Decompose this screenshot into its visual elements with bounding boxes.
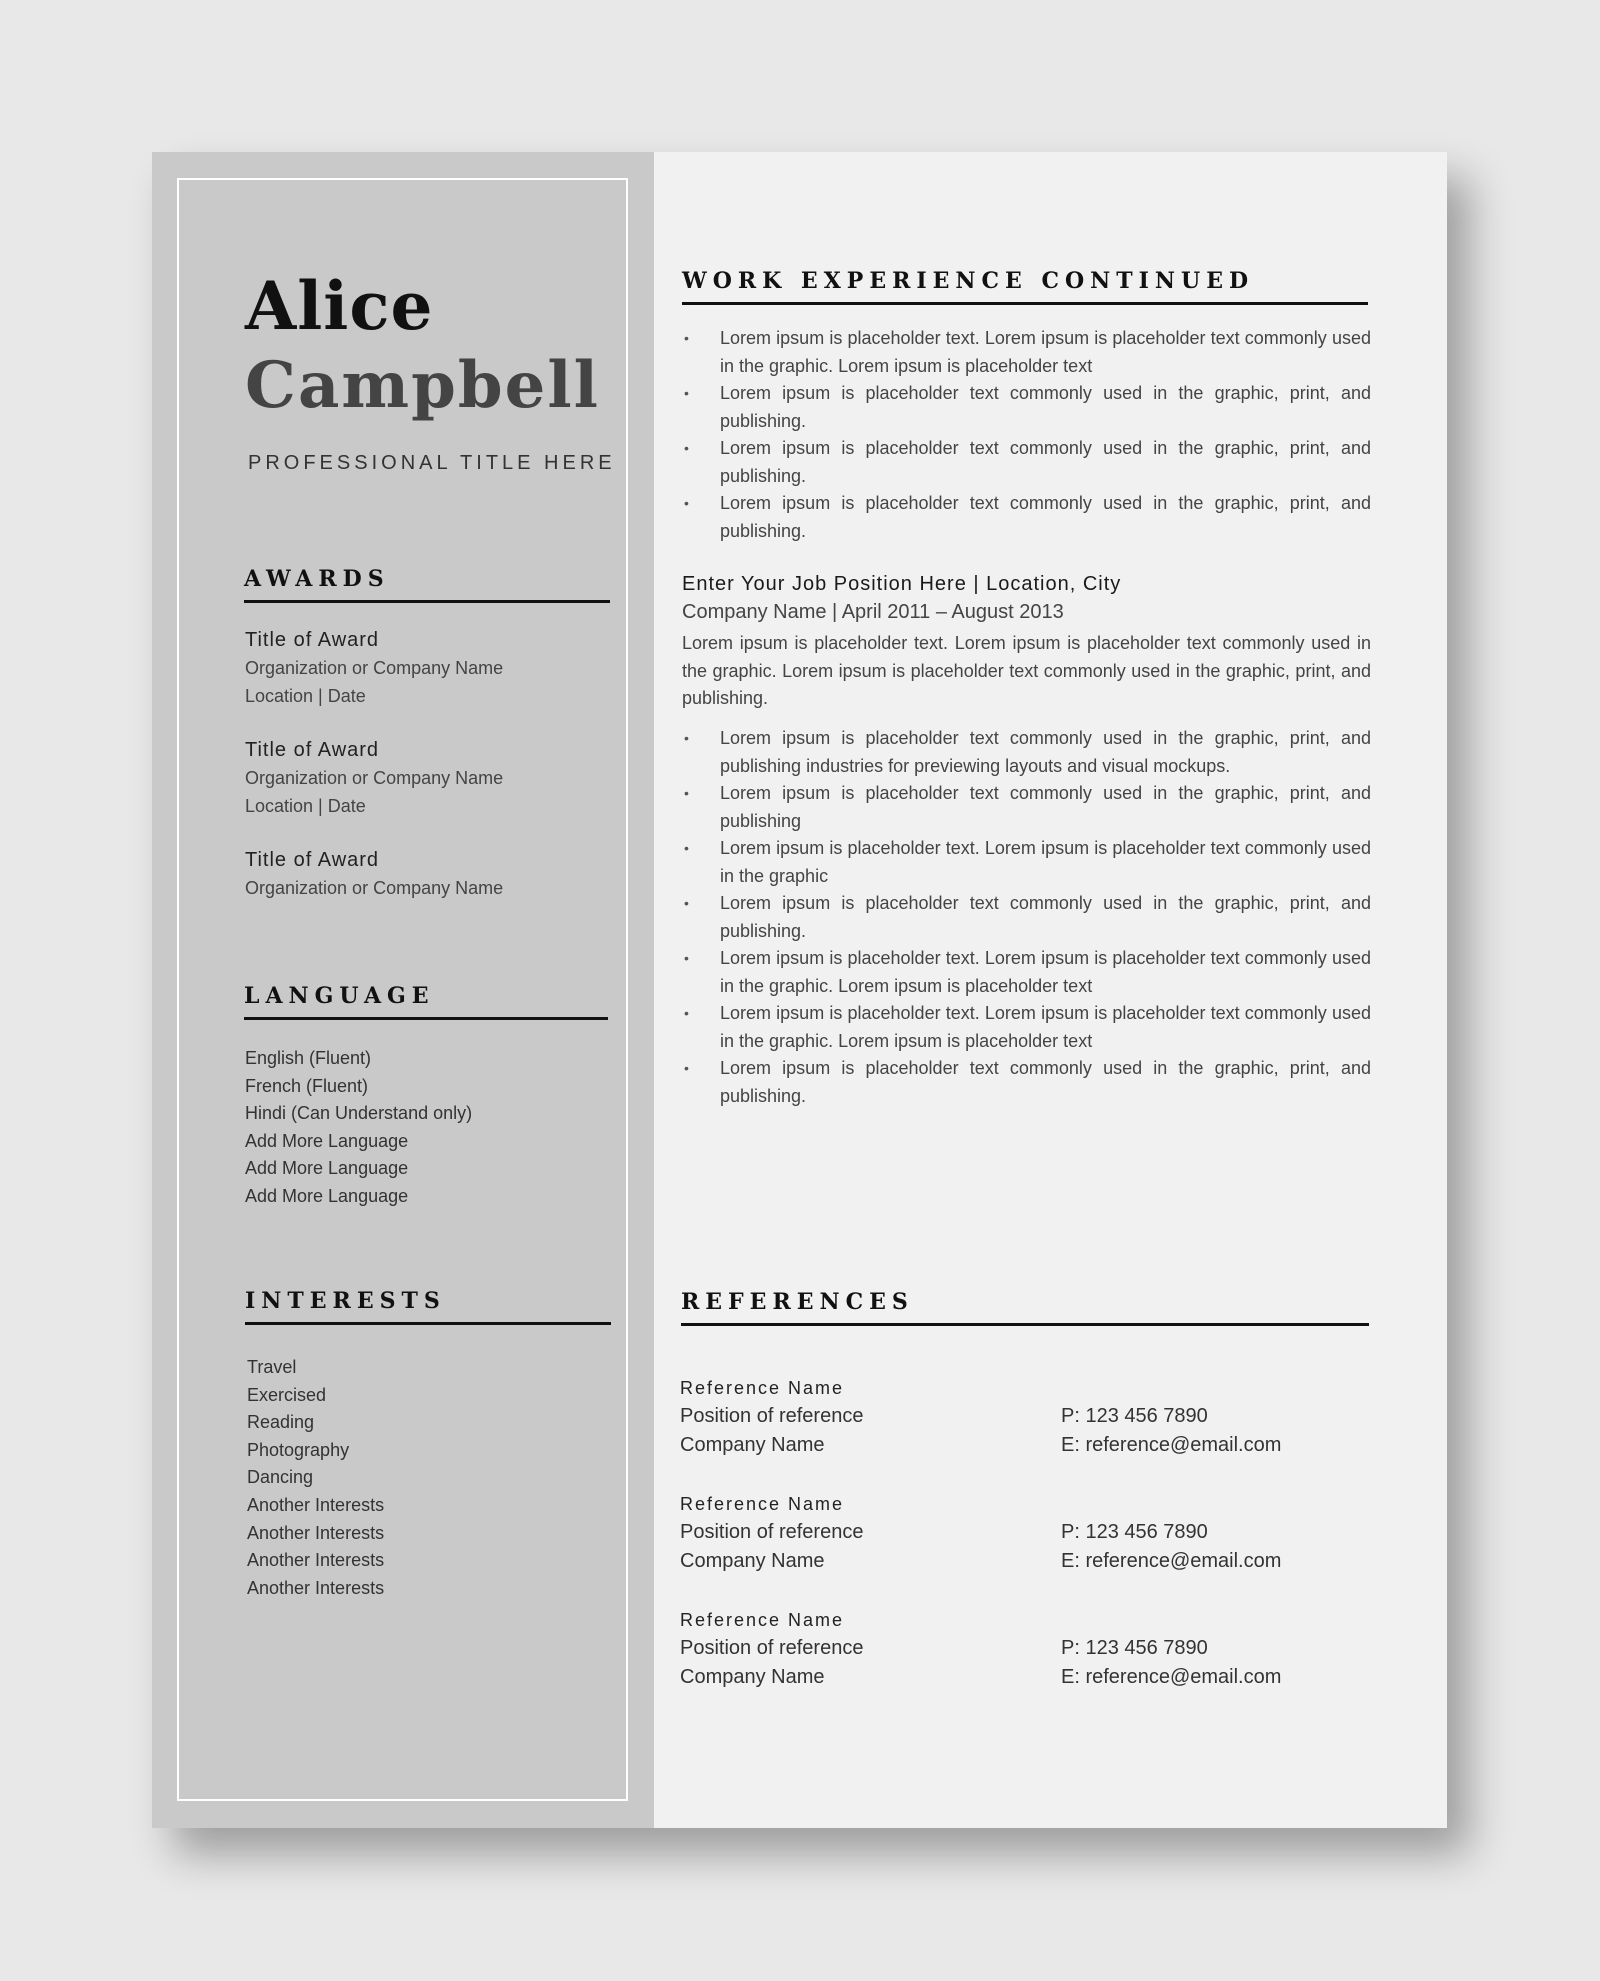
award-title: Title of Award <box>245 739 380 761</box>
interest-item: Photography <box>247 1439 350 1460</box>
bullet-icon: • <box>684 730 689 746</box>
award-location: Location | Date <box>245 686 366 706</box>
bullet-icon: • <box>684 840 689 856</box>
bullet-text: Lorem ipsum is placeholder text commonly used in the graphic, print, and publishing. <box>720 893 1371 941</box>
bullet-icon: • <box>684 950 689 966</box>
reference-email: E: reference@email.com <box>1061 1666 1282 1688</box>
reference-company: Company Name <box>680 1550 825 1572</box>
language-heading: LANGUAGE <box>244 983 608 1020</box>
interests-heading: INTERESTS <box>245 1288 611 1325</box>
bullet-item <box>682 945 1371 1000</box>
award-location: Location | Date <box>245 796 366 816</box>
bullet-item <box>682 725 1371 780</box>
bullet-text: Lorem ipsum is placeholder text commonly used in the graphic, print, and publishing industries for previewing layouts and visual mockups. <box>720 728 1371 776</box>
award-org: Organization or Company Name <box>245 878 504 898</box>
language-item: Hindi (Can Understand only) <box>245 1103 473 1124</box>
bullet-icon: • <box>684 895 689 911</box>
interests-list <box>247 1354 384 1602</box>
reference-phone: P: 123 456 7890 <box>1061 1637 1208 1659</box>
bullet-item <box>682 325 1371 380</box>
award-title: Title of Award <box>245 629 380 651</box>
interest-item: Dancing <box>247 1467 314 1488</box>
bullet-icon: • <box>684 1060 689 1076</box>
award-org: Organization or Company Name <box>245 768 504 788</box>
bullet-text: Lorem ipsum is placeholder text commonly used in the graphic, print, and publishing <box>720 783 1371 831</box>
job-company: Company Name | April 2011 – August 2013 <box>682 601 1064 623</box>
bullet-icon: • <box>684 495 689 511</box>
bullet-text: Lorem ipsum is placeholder text commonly used in the graphic, print, and publishing. <box>720 383 1371 431</box>
bullet-icon: • <box>684 385 689 401</box>
reference-company: Company Name <box>680 1666 825 1688</box>
professional-title: PROFESSIONAL TITLE HERE <box>248 452 616 474</box>
language-item: Add More Language <box>245 1130 409 1151</box>
reference-company: Company Name <box>680 1434 825 1456</box>
reference-name: Reference Name <box>680 1378 845 1398</box>
reference-position: Position of reference <box>680 1405 864 1427</box>
reference-position: Position of reference <box>680 1637 864 1659</box>
award-title: Title of Award <box>245 849 380 871</box>
awards-heading: AWARDS <box>244 566 610 603</box>
references-heading: REFERENCES <box>681 1289 1369 1326</box>
last-name: Campbell <box>245 348 600 423</box>
job-description: Lorem ipsum is placeholder text. Lorem ipsum is placeholder text commonly used in the graphic. Lorem ipsum is placeholder text commonly used in the graphic, print, and publishing. <box>682 633 1371 708</box>
reference-name: Reference Name <box>680 1494 845 1514</box>
bullet-item <box>682 780 1371 835</box>
interest-item: Another Interests <box>247 1577 385 1598</box>
reference-email: E: reference@email.com <box>1061 1550 1282 1572</box>
job-entry <box>682 570 1371 713</box>
award-item <box>245 736 503 820</box>
reference-phone: P: 123 456 7890 <box>1061 1405 1208 1427</box>
resume-page <box>152 152 1447 1828</box>
first-name: Alice <box>245 267 434 345</box>
interest-item: Exercised <box>247 1384 327 1405</box>
bullet-icon: • <box>684 1005 689 1021</box>
language-item: French (Fluent) <box>245 1075 369 1096</box>
bullet-text: Lorem ipsum is placeholder text commonly used in the graphic, print, and publishing. <box>720 438 1371 486</box>
interest-item: Travel <box>247 1357 297 1377</box>
reference-item <box>680 1490 1370 1576</box>
interest-item: Another Interests <box>247 1522 385 1543</box>
bullet-text: Lorem ipsum is placeholder text. Lorem ipsum is placeholder text commonly used in the graphic. Lorem ipsum is placeholder text <box>720 948 1371 996</box>
reference-phone: P: 123 456 7890 <box>1061 1521 1208 1543</box>
bullet-icon: • <box>684 440 689 456</box>
work-bullets-continued <box>682 325 1371 545</box>
bullet-item <box>682 435 1371 490</box>
award-item <box>245 626 503 710</box>
language-item: English (Fluent) <box>245 1048 372 1068</box>
sidebar <box>152 152 654 1828</box>
language-list <box>245 1045 472 1211</box>
job-bullets <box>682 725 1371 1110</box>
bullet-icon: • <box>684 785 689 801</box>
bullet-text: Lorem ipsum is placeholder text. Lorem ipsum is placeholder text commonly used in the graphic. Lorem ipsum is placeholder text <box>720 328 1371 376</box>
bullet-text: Lorem ipsum is placeholder text. Lorem ipsum is placeholder text commonly used in the graphic. Lorem ipsum is placeholder text <box>720 1003 1371 1051</box>
interest-item: Reading <box>247 1412 315 1433</box>
language-item: Add More Language <box>245 1185 409 1206</box>
reference-item <box>680 1606 1370 1692</box>
interest-item: Another Interests <box>247 1494 385 1515</box>
bullet-item <box>682 490 1371 545</box>
bullet-item <box>682 890 1371 945</box>
bullet-item <box>682 1055 1371 1110</box>
award-org: Organization or Company Name <box>245 658 504 678</box>
interest-item: Another Interests <box>247 1550 385 1571</box>
bullet-item <box>682 1000 1371 1055</box>
reference-position: Position of reference <box>680 1521 864 1543</box>
language-item: Add More Language <box>245 1158 409 1179</box>
reference-email: E: reference@email.com <box>1061 1434 1282 1456</box>
reference-item <box>680 1374 1370 1460</box>
bullet-text: Lorem ipsum is placeholder text. Lorem ipsum is placeholder text commonly used in the graphic <box>720 838 1371 886</box>
bullet-icon: • <box>684 330 689 346</box>
bullet-item <box>682 380 1371 435</box>
bullet-text: Lorem ipsum is placeholder text commonly used in the graphic, print, and publishing. <box>720 493 1371 541</box>
award-item <box>245 846 503 902</box>
work-experience-heading: WORK EXPERIENCE CONTINUED <box>682 268 1368 305</box>
job-title: Enter Your Job Position Here | Location, City <box>682 573 1122 595</box>
bullet-text: Lorem ipsum is placeholder text commonly used in the graphic, print, and publishing. <box>720 1058 1371 1106</box>
reference-name: Reference Name <box>680 1610 845 1630</box>
bullet-item <box>682 835 1371 890</box>
